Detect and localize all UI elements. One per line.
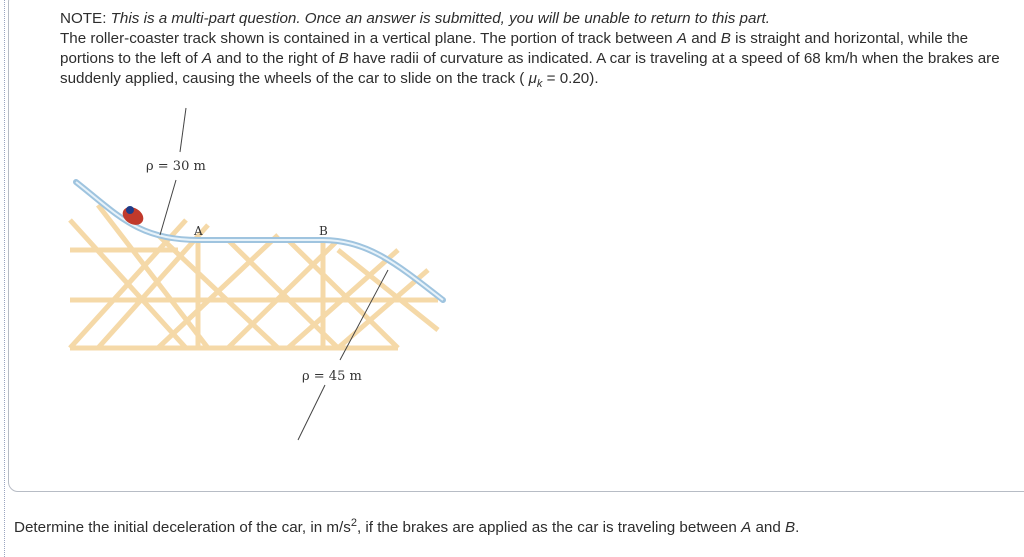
radius-lines: [160, 108, 388, 440]
statement-part: The roller-coaster track shown is contained in a vertical plane. The portion of track between: [60, 30, 677, 47]
question-part: , if the brakes are applied as the car is traveling between: [356, 519, 742, 536]
point-b-label: B: [319, 224, 328, 238]
roller-coaster-figure: [58, 100, 458, 450]
var-a: A: [676, 30, 687, 47]
problem-text: [60, 9, 1000, 94]
point-a-label: A: [194, 224, 203, 238]
note-text: This is a multi-part question. Once an answer is submitted, you will be unable to return to this part.: [110, 10, 770, 27]
mu-symbol: μ: [528, 70, 537, 87]
rho-top-label: ρ = 30 m: [146, 159, 206, 174]
statement-part: is straight and horizontal, while the portions to the left of: [60, 30, 969, 67]
statement-part: have radii of curvature as indicated. A car is traveling at a speed of 68 km/h when the brakes are suddenly applied, causing the wheels of the car to slide on the track (: [60, 50, 1000, 87]
question-part: Determine the initial deceleration of the car, in m/s: [14, 519, 351, 536]
var-a: A: [201, 50, 212, 67]
rho-bottom-label: ρ = 45 m: [302, 369, 362, 384]
question-text: [14, 517, 799, 536]
left-border: [4, 0, 5, 557]
var-a: A: [741, 519, 752, 536]
var-b: B: [720, 30, 731, 47]
question-part: .: [795, 519, 800, 536]
statement-part: = 0.20).: [542, 70, 599, 87]
note-line: [60, 9, 1000, 29]
problem-statement: [60, 29, 1000, 94]
var-b: B: [338, 50, 349, 67]
question-part: and: [751, 519, 785, 536]
var-b: B: [785, 519, 796, 536]
mu-subscript: k: [536, 78, 543, 91]
unit-exponent: 2: [350, 517, 357, 529]
statement-part: and: [686, 30, 721, 47]
statement-part: and to the right of: [211, 50, 339, 67]
support-lattice: [70, 205, 438, 350]
note-prefix: NOTE:: [60, 10, 107, 27]
